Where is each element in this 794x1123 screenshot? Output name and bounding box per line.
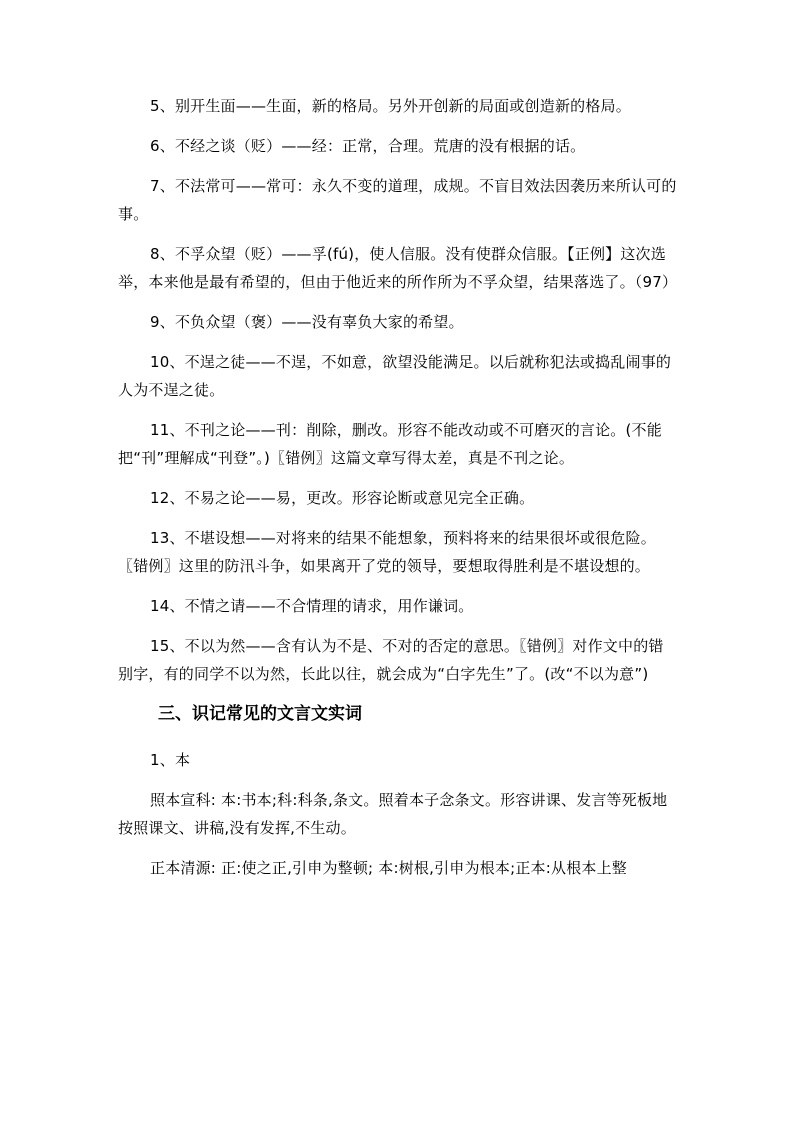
idiom-entry-5: 5、别开生面——生面，新的格局。另外开创新的局面或创造新的格局。 bbox=[150, 97, 631, 115]
idiom-entry-13: 13、不堪设想——对将来的结果不能想象，预料将来的结果很坏或很危险。〖错例〗这里的防汛斗争，如果离开了党的领导，要想取得胜利是不堪设想的。 bbox=[118, 529, 656, 575]
idiom-entry-12: 12、不易之论——易，更改。形容论断或意见完全正确。 bbox=[150, 489, 535, 507]
idiom-entry-8: 8、不孚众望（贬）——孚(fú)，使人信服。没有使群众信服。【正例】这次选举，本来他是最有希望的，但由于他近来的所作所为不孚众望，结果落选了。（97） bbox=[118, 245, 678, 291]
idiom-entry-6: 6、不经之谈（贬）——经：正常，合理。荒唐的没有根据的话。 bbox=[150, 137, 586, 155]
idiom-entry-14: 14、不情之请——不合情理的请求，用作谦词。 bbox=[150, 597, 474, 615]
word-entry-zhengbenqingyuan: 正本清源: 正:使之正,引申为整顿; 本:树根,引申为根本;正本:从根本上整 bbox=[150, 859, 627, 877]
idiom-entry-7: 7、不法常可——常可：永久不变的道理，成规。不盲目效法因袭历来所认可的事。 bbox=[118, 177, 677, 223]
idiom-entry-9: 9、不负众望（褒）——没有辜负大家的希望。 bbox=[150, 313, 464, 331]
idiom-entry-10: 10、不逞之徒——不逞，不如意，欲望没能满足。以后就称犯法或捣乱闹事的人为不逞之徒。 bbox=[118, 353, 672, 399]
word-entry-zhaobenxuanke: 照本宣科: 本:书本;科:科条,条文。照着本子念条文。形容讲课、发言等死板地按照课文、讲稿,没有发挥,不生动。 bbox=[118, 791, 668, 837]
idiom-entry-15: 15、不以为然——含有认为不是、不对的否定的意思。〖错例〗对作文中的错别字，有的同学不以为然，长此以往，就会成为“白字先生”了。(改“不以为意”) bbox=[118, 637, 664, 683]
idiom-entry-11: 11、不刊之论——刊：削除，删改。形容不能改动或不可磨灭的言论。(不能把“刊”理解成“刊登”。)〖错例〗这篇文章写得太差，真是不刊之论。 bbox=[118, 421, 662, 467]
document-body bbox=[118, 92, 678, 894]
word-entry-title: 1、本 bbox=[150, 751, 191, 769]
section-heading: 三、识记常见的文言文实词 bbox=[158, 704, 362, 724]
